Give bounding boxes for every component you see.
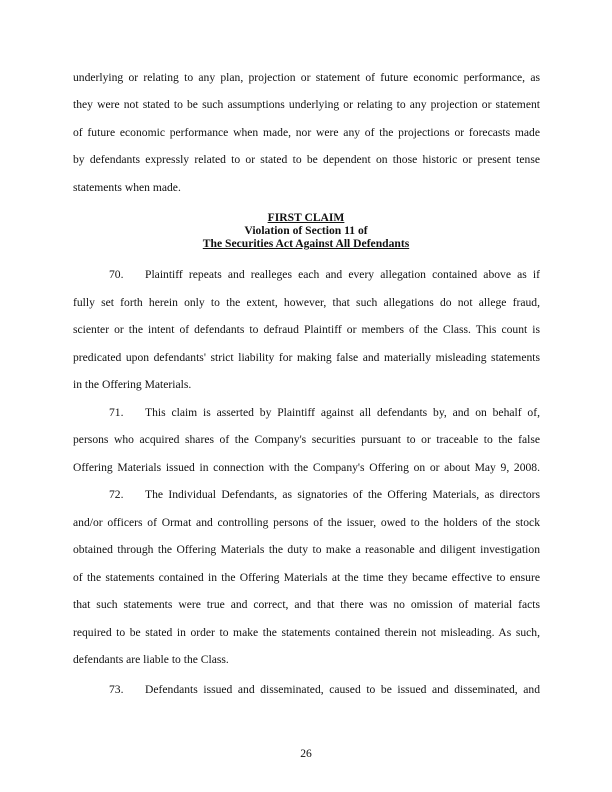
claim-heading-title: FIRST CLAIM [267,211,345,224]
paragraph-line: persons who acquired shares of the Company's securities pursuant to or traceable to the false [73,433,540,446]
paragraph-line: predicated upon defendants' strict liability for making false and materially misleading statements [73,351,540,364]
paragraph-line: The Individual Defendants, as signatories of the Offering Materials, as directors [145,488,540,501]
lead-paragraph-line: of future economic performance when made, nor were any of the projections or forecasts made [73,126,540,139]
paragraph-number: 70. [109,268,124,281]
paragraph-number: 73. [109,683,124,696]
paragraph-line: in the Offering Materials. [73,378,192,391]
lead-paragraph-line: statements when made. [73,181,181,194]
paragraph-line: This claim is asserted by Plaintiff against all defendants by, and on behalf of, [145,406,540,419]
paragraph-line: Offering Materials issued in connection with the Company's Offering on or about May 9, 2008. [73,461,540,474]
paragraph-number: 71. [109,406,124,419]
lead-paragraph-line: underlying or relating to any plan, projection or statement of future economic performance, as [73,71,540,84]
paragraph-line: fully set forth herein only to the extent, however, that such allegations do not allege fraud, [73,296,540,309]
paragraph-line: scienter or the intent of defendants to defraud Plaintiff or members of the Class. This count is [73,323,540,336]
claim-heading-subtitle: Violation of Section 11 of [244,224,368,237]
paragraph-line: defendants are liable to the Class. [73,653,229,666]
paragraph-line: and/or officers of Ormat and controlling persons of the issuer, owed to the holders of the stock [73,516,540,529]
paragraph-line: obtained through the Offering Materials the duty to make a reasonable and diligent investigation [73,543,540,556]
paragraph-line: Defendants issued and disseminated, caused to be issued and disseminated, and [145,683,540,696]
paragraph-line: of the statements contained in the Offering Materials at the time they became effective to ensure [73,571,540,584]
paragraph-number: 72. [109,488,124,501]
paragraph-line: Plaintiff repeats and realleges each and every allegation contained above as if [145,268,540,281]
page-number: 26 [300,747,312,760]
paragraph-line: required to be stated in order to make the statements contained therein not misleading. As such, [73,626,540,639]
lead-paragraph-line: by defendants expressly related to or stated to be dependent on those historic or present tense [73,153,540,166]
claim-heading-act: The Securities Act Against All Defendants [202,237,410,250]
paragraph-line: that such statements were true and correct, and that there was no omission of material facts [73,598,540,611]
lead-paragraph-line: they were not stated to be such assumptions underlying or relating to any projection or statement [73,98,540,111]
